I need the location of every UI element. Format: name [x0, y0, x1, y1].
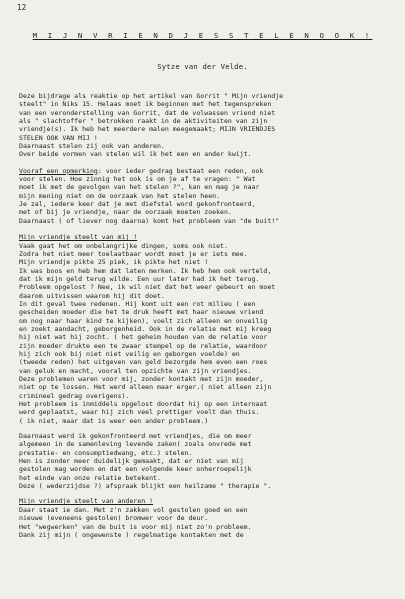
- text-line: hij niet wat hij zocht. ( het geheim houden van de relatie voor: [19, 333, 268, 342]
- text-line: Over beide vormen van stelen wil ik het een en ander kwijt.: [19, 150, 252, 159]
- text-line: crimineel gedrag overigens).: [19, 391, 130, 400]
- text-line: Het probleem is inmiddels opgelost doordat hij op een internaat: [19, 400, 268, 409]
- article-title: M I J N V R I E N D J E S S T E L E N O O K !: [32, 31, 373, 40]
- text-line: als " slachtoffer " betrokken raakt in de aktiviteiten van zijn: [19, 117, 268, 126]
- article-author: Sytze van der Velde.: [157, 62, 248, 71]
- text-line: Mijn vriendje pikte 25 piek, ik pikte het niet !: [19, 258, 209, 267]
- text-line: algemeen in de samenleving levende zaken( zoals onvrede met: [19, 440, 252, 449]
- text-line: dat ik mijn geld terug wilde. Een uur later had ik het terug.: [19, 274, 260, 283]
- text-line: gestolen mag worden en dat een volgende keer onherroepelijk: [19, 465, 252, 474]
- text-line: Deze ( wederzijdse ?) afspraak blijkt een heilzame " therapie ".: [19, 482, 272, 491]
- text-line: en zoekt aandacht, geborgenheid. Ook in de relatie met mij kreeg: [19, 324, 272, 333]
- text-line: Daarnaast werd ik gekonfronteerd met vriendjes, die om meer: [19, 432, 252, 441]
- text-line: zijn moeder drukte een te zwaar stempel op de relatie, waardoor: [19, 341, 268, 350]
- text-line: om nog naar haar kind te kijken), voelt zich alleen en onveilig: [19, 316, 268, 325]
- text-line: het einde van onze relatie betekent.: [19, 473, 161, 482]
- text-line: Probleem opgelost ? Nee, ik wil niet dat het weer gebeurt en moet: [19, 283, 276, 292]
- text-line: nieuwe (eveneens gestolen) bromwer voor de deur.: [19, 514, 209, 523]
- text-line: Vooraf een opmerking: voor ieder gedrag bestaat een reden, ook: [19, 166, 264, 175]
- text-line: In dit geval twee redenen. Hij komt uit een rot milieu ( een: [19, 299, 256, 308]
- text-line: ( ik niet, maar dat is weer een ander probleem.): [19, 416, 209, 425]
- intro-paragraph: [19, 92, 389, 159]
- text-line: werd geplaatst, waar hij zich veel prettiger voelt dan thuis.: [19, 408, 260, 417]
- text-line: Daarnaast ( of liever nog daarna) komt het probleem van "de buit!": [19, 216, 280, 225]
- text-line: hij zich ook bij niet niet veilig en geborgen voelde) en: [19, 349, 240, 358]
- text-line: steelt" in Niks 15. Helaas moet ik beginnen met het tegenspreken: [19, 100, 272, 109]
- text-line: vriendje(s). Ik heb het meerdere malen meegemaakt; MIJN VRIENDJES: [19, 125, 276, 134]
- text-line: Vaak gaat het om onbelangrijke dingen, soms ook niet.: [19, 241, 228, 250]
- text-line: Deze problemen waren voor mij, zonder kontakt met zijn moeder,: [19, 375, 264, 383]
- text-line: Zodra het niet meer toelaatbaar wordt moet je er iets mee.: [19, 249, 248, 258]
- text-line: prestatie- en consumptiedwang, etc.) stelen.: [19, 448, 193, 457]
- text-line: (tweede reden) het uitgeven van geld bezorgde hem even een roes: [19, 358, 268, 367]
- steals-from-others-section: [19, 497, 389, 539]
- steals-from-me-section: [19, 233, 389, 425]
- article-body: [19, 92, 389, 547]
- text-line: voor stelen. Hoe zinnig het ook is om je af te vragen: " Wat: [19, 175, 256, 184]
- text-line: mijn mening niet om de oorzaak van het stelen heen.: [19, 191, 221, 200]
- text-line: van geluk en macht, vooral ten opzichte van zijn vriendjes.: [19, 366, 252, 375]
- text-line: niet op te lossen. Het werd alleen maar erger.( niet alleen zijn: [19, 383, 272, 392]
- section-heading: Vooraf een opmerking: [19, 166, 98, 175]
- section-heading: Mijn vriendje steelt van mij !: [19, 233, 138, 242]
- text-line: Daarnaast stelen zij ook van anderen.: [19, 142, 165, 151]
- text-line: Daar staat ie dan. Met z'n zakken vol gestolen goed en een: [19, 505, 248, 514]
- text-line: gescheiden moeder die het te druk heeft met haar nieuwe vriend: [19, 308, 264, 317]
- text-line: Je zal, iedere keer dat je met diefstal word gekonfronteerd,: [19, 200, 256, 209]
- text-line: Het "wegwerken" van de buit is voor mij niet zo'n probleem.: [19, 522, 252, 531]
- text-line: Ik was boos en heb hem dat laten merken. Ik heb hem ook verteld,: [19, 266, 272, 275]
- text-line: met of bij je vriendje, naar de oorzaak moeten zoeken.: [19, 208, 232, 217]
- others-steal-paragraph: [19, 432, 389, 490]
- text-line: Dank zij mijn ( ongewenste ) regelmatige kontakten met de: [19, 530, 244, 539]
- text-line: STELEN OOK VAN MIJ !: [19, 133, 98, 142]
- section-heading: Mijn vriendje steelt van anderen !: [19, 497, 154, 506]
- text-line: daarom uitvissen waarom hij dit doet.: [19, 291, 165, 300]
- text-line: moet ik met de gevolgen van het stelen ?", kan en mag je naar: [19, 183, 260, 192]
- text-line: Hen is zonder meer duidelijk gemaakt, dat er niet van mij: [19, 457, 244, 466]
- text-line: van een veronderstelling van Gorrit, dat de volwassen vriend niet: [19, 108, 276, 117]
- page-number: 12: [17, 3, 27, 12]
- text-line: Deze bijdrage als reaktie op het artikel van Gorrit " Mijn vriendje: [19, 92, 284, 100]
- remark-paragraph: [19, 167, 389, 225]
